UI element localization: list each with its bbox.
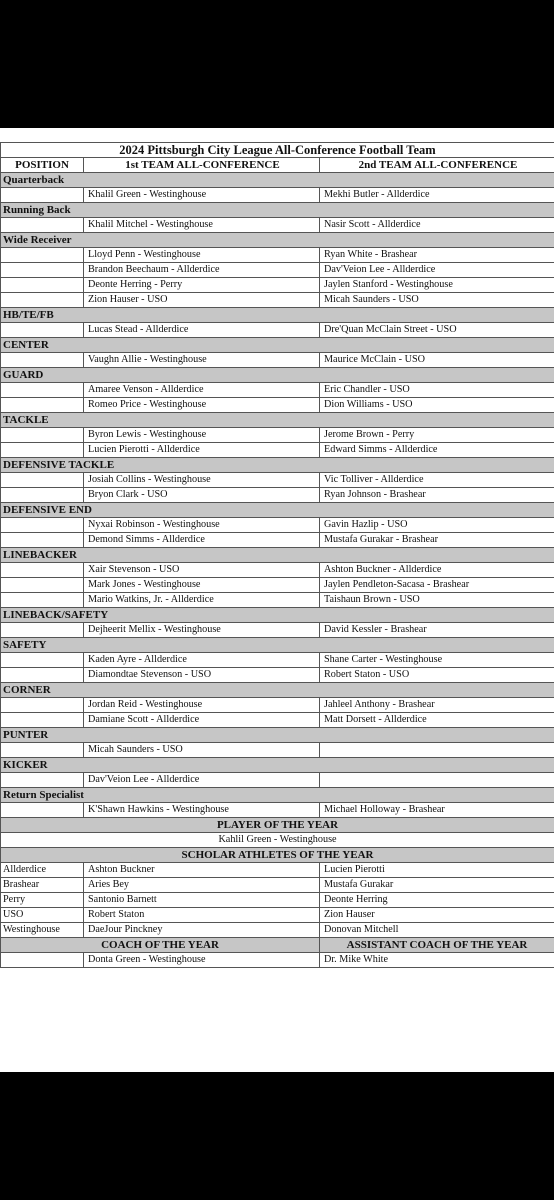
document-title: 2024 Pittsburgh City League All-Conference Football Team — [1, 143, 554, 158]
first-team-player: Dav'Veion Lee - Allderdice — [84, 773, 320, 788]
player-row — [1, 743, 554, 758]
second-team-player — [320, 773, 554, 788]
player-row — [1, 353, 554, 368]
second-team-player: Ashton Buckner - Allderdice — [320, 563, 554, 578]
first-team-player: Demond Simms - Allderdice — [84, 533, 320, 548]
empty-cell — [1, 623, 84, 638]
player-row — [1, 383, 554, 398]
second-team-player: Shane Carter - Westinghouse — [320, 653, 554, 668]
position-section-label: HB/TE/FB — [1, 308, 554, 323]
second-team-player: Eric Chandler - USO — [320, 383, 554, 398]
first-team-player: Mario Watkins, Jr. - Allderdice — [84, 593, 320, 608]
position-section-label: SAFETY — [1, 638, 554, 653]
position-section-row — [1, 338, 554, 353]
position-section-label: KICKER — [1, 758, 554, 773]
scholar-athlete-name: Aries Bey — [84, 878, 320, 893]
first-team-player: Josiah Collins - Westinghouse — [84, 473, 320, 488]
empty-cell — [1, 773, 84, 788]
school-name: Brashear — [1, 878, 84, 893]
second-team-player: Micah Saunders - USO — [320, 293, 554, 308]
second-team-player: Jerome Brown - Perry — [320, 428, 554, 443]
second-team-player: Michael Holloway - Brashear — [320, 803, 554, 818]
first-team-header: 1st TEAM ALL-CONFERENCE — [84, 158, 320, 173]
position-section-label: PUNTER — [1, 728, 554, 743]
first-team-player: Diamondtae Stevenson - USO — [84, 668, 320, 683]
empty-cell — [1, 563, 84, 578]
empty-cell — [1, 473, 84, 488]
position-section-row — [1, 638, 554, 653]
player-of-year-row — [1, 833, 554, 848]
second-team-player: Nasir Scott - Allderdice — [320, 218, 554, 233]
first-team-player: Mark Jones - Westinghouse — [84, 578, 320, 593]
first-team-player: Dejheerit Mellix - Westinghouse — [84, 623, 320, 638]
first-team-player: Kaden Ayre - Allderdice — [84, 653, 320, 668]
empty-cell — [1, 428, 84, 443]
player-row — [1, 443, 554, 458]
second-team-header: 2nd TEAM ALL-CONFERENCE — [320, 158, 554, 173]
scholar-athlete-row — [1, 863, 554, 878]
empty-cell — [1, 293, 84, 308]
position-section-label: DEFENSIVE END — [1, 503, 554, 518]
scholar-athlete-row — [1, 923, 554, 938]
second-team-player: Mekhi Butler - Allderdice — [320, 188, 554, 203]
first-team-player: Deonte Herring - Perry — [84, 278, 320, 293]
position-section-row — [1, 788, 554, 803]
school-name: Westinghouse — [1, 923, 84, 938]
empty-cell — [1, 518, 84, 533]
second-team-player: Taishaun Brown - USO — [320, 593, 554, 608]
position-section-row — [1, 728, 554, 743]
scholar-athlete-row — [1, 878, 554, 893]
player-row — [1, 398, 554, 413]
empty-cell — [1, 713, 84, 728]
empty-cell — [1, 323, 84, 338]
empty-cell — [1, 668, 84, 683]
coach-of-year-label: COACH OF THE YEAR — [1, 938, 320, 953]
second-team-player: Dre'Quan McClain Street - USO — [320, 323, 554, 338]
table-body — [1, 143, 554, 968]
position-section-row — [1, 308, 554, 323]
empty-cell — [1, 953, 84, 968]
school-name: Allderdice — [1, 863, 84, 878]
assistant-coach-of-year-name: Dr. Mike White — [320, 953, 554, 968]
first-team-player: Zion Hauser - USO — [84, 293, 320, 308]
position-section-row — [1, 233, 554, 248]
title-row — [1, 143, 554, 158]
player-row — [1, 713, 554, 728]
empty-cell — [1, 578, 84, 593]
second-team-player: Vic Tolliver - Allderdice — [320, 473, 554, 488]
empty-cell — [1, 443, 84, 458]
position-section-row — [1, 413, 554, 428]
position-section-row — [1, 458, 554, 473]
player-of-year-header-row — [1, 818, 554, 833]
player-of-year-name: Kahlil Green - Westinghouse — [1, 833, 554, 848]
player-row — [1, 623, 554, 638]
second-team-player: Matt Dorsett - Allderdice — [320, 713, 554, 728]
player-row — [1, 518, 554, 533]
player-row — [1, 803, 554, 818]
player-row — [1, 698, 554, 713]
first-team-player: Bryon Clark - USO — [84, 488, 320, 503]
first-team-player: Amaree Venson - Allderdice — [84, 383, 320, 398]
second-team-player: Robert Staton - USO — [320, 668, 554, 683]
second-team-player: Dion Williams - USO — [320, 398, 554, 413]
player-of-year-label: PLAYER OF THE YEAR — [1, 818, 554, 833]
scholar-athlete-name: DaeJour Pinckney — [84, 923, 320, 938]
position-section-label: LINEBACK/SAFETY — [1, 608, 554, 623]
second-team-player: David Kessler - Brashear — [320, 623, 554, 638]
empty-cell — [1, 533, 84, 548]
empty-cell — [1, 353, 84, 368]
player-row — [1, 533, 554, 548]
empty-cell — [1, 218, 84, 233]
first-team-player: Lucien Pierotti - Allderdice — [84, 443, 320, 458]
scholar-athletes-label: SCHOLAR ATHLETES OF THE YEAR — [1, 848, 554, 863]
empty-cell — [1, 383, 84, 398]
first-team-player: Byron Lewis - Westinghouse — [84, 428, 320, 443]
document-sheet — [0, 128, 554, 1072]
second-team-player: Mustafa Gurakar - Brashear — [320, 533, 554, 548]
position-section-label: GUARD — [1, 368, 554, 383]
player-row — [1, 593, 554, 608]
second-team-player: Edward Simms - Allderdice — [320, 443, 554, 458]
school-name: USO — [1, 908, 84, 923]
second-team-player — [320, 743, 554, 758]
position-section-label: CORNER — [1, 683, 554, 698]
first-team-player: Brandon Beechaum - Allderdice — [84, 263, 320, 278]
first-team-player: Nyxai Robinson - Westinghouse — [84, 518, 320, 533]
scholar-athlete-name: Zion Hauser — [320, 908, 554, 923]
player-row — [1, 653, 554, 668]
player-row — [1, 473, 554, 488]
empty-cell — [1, 278, 84, 293]
player-row — [1, 578, 554, 593]
header-row — [1, 158, 554, 173]
player-row — [1, 218, 554, 233]
position-section-row — [1, 203, 554, 218]
second-team-player: Gavin Hazlip - USO — [320, 518, 554, 533]
position-section-label: TACKLE — [1, 413, 554, 428]
scholar-athlete-name: Donovan Mitchell — [320, 923, 554, 938]
scholar-athlete-name: Santonio Barnett — [84, 893, 320, 908]
first-team-player: Khalil Mitchel - Westinghouse — [84, 218, 320, 233]
position-section-row — [1, 368, 554, 383]
first-team-player: Damiane Scott - Allderdice — [84, 713, 320, 728]
scholar-athletes-header-row — [1, 848, 554, 863]
player-row — [1, 773, 554, 788]
first-team-player: Romeo Price - Westinghouse — [84, 398, 320, 413]
scholar-athlete-row — [1, 908, 554, 923]
coach-of-year-name: Donta Green - Westinghouse — [84, 953, 320, 968]
first-team-player: Khalil Green - Westinghouse — [84, 188, 320, 203]
player-row — [1, 563, 554, 578]
all-conference-table — [0, 142, 554, 968]
coach-awards-header-row — [1, 938, 554, 953]
first-team-player: Vaughn Allie - Westinghouse — [84, 353, 320, 368]
first-team-player: Lloyd Penn - Westinghouse — [84, 248, 320, 263]
player-row — [1, 668, 554, 683]
player-row — [1, 293, 554, 308]
second-team-player: Maurice McClain - USO — [320, 353, 554, 368]
scholar-athlete-name: Deonte Herring — [320, 893, 554, 908]
position-section-row — [1, 608, 554, 623]
position-section-row — [1, 683, 554, 698]
empty-cell — [1, 803, 84, 818]
second-team-player: Jaylen Pendleton-Sacasa - Brashear — [320, 578, 554, 593]
position-section-label: CENTER — [1, 338, 554, 353]
first-team-player: K'Shawn Hawkins - Westinghouse — [84, 803, 320, 818]
empty-cell — [1, 593, 84, 608]
scholar-athlete-row — [1, 893, 554, 908]
empty-cell — [1, 653, 84, 668]
player-row — [1, 488, 554, 503]
position-section-row — [1, 548, 554, 563]
empty-cell — [1, 188, 84, 203]
position-section-row — [1, 503, 554, 518]
scholar-athlete-name: Robert Staton — [84, 908, 320, 923]
player-row — [1, 188, 554, 203]
empty-cell — [1, 488, 84, 503]
position-section-label: Return Specialist — [1, 788, 554, 803]
scholar-athlete-name: Ashton Buckner — [84, 863, 320, 878]
first-team-player: Micah Saunders - USO — [84, 743, 320, 758]
coach-awards-row — [1, 953, 554, 968]
first-team-player: Xair Stevenson - USO — [84, 563, 320, 578]
first-team-player: Jordan Reid - Westinghouse — [84, 698, 320, 713]
first-team-player: Lucas Stead - Allderdice — [84, 323, 320, 338]
school-name: Perry — [1, 893, 84, 908]
empty-cell — [1, 743, 84, 758]
position-section-label: Quarterback — [1, 173, 554, 188]
second-team-player: Jahleel Anthony - Brashear — [320, 698, 554, 713]
scholar-athlete-name: Mustafa Gurakar — [320, 878, 554, 893]
position-section-label: Running Back — [1, 203, 554, 218]
empty-cell — [1, 263, 84, 278]
position-header: POSITION — [1, 158, 84, 173]
position-section-row — [1, 758, 554, 773]
player-row — [1, 263, 554, 278]
player-row — [1, 323, 554, 338]
position-section-row — [1, 173, 554, 188]
second-team-player: Dav'Veion Lee - Allderdice — [320, 263, 554, 278]
position-section-label: DEFENSIVE TACKLE — [1, 458, 554, 473]
player-row — [1, 248, 554, 263]
second-team-player: Ryan White - Brashear — [320, 248, 554, 263]
empty-cell — [1, 398, 84, 413]
player-row — [1, 278, 554, 293]
assistant-coach-of-year-label: ASSISTANT COACH OF THE YEAR — [320, 938, 554, 953]
position-section-label: Wide Receiver — [1, 233, 554, 248]
empty-cell — [1, 248, 84, 263]
position-section-label: LINEBACKER — [1, 548, 554, 563]
scholar-athlete-name: Lucien Pierotti — [320, 863, 554, 878]
second-team-player: Ryan Johnson - Brashear — [320, 488, 554, 503]
second-team-player: Jaylen Stanford - Westinghouse — [320, 278, 554, 293]
empty-cell — [1, 698, 84, 713]
player-row — [1, 428, 554, 443]
